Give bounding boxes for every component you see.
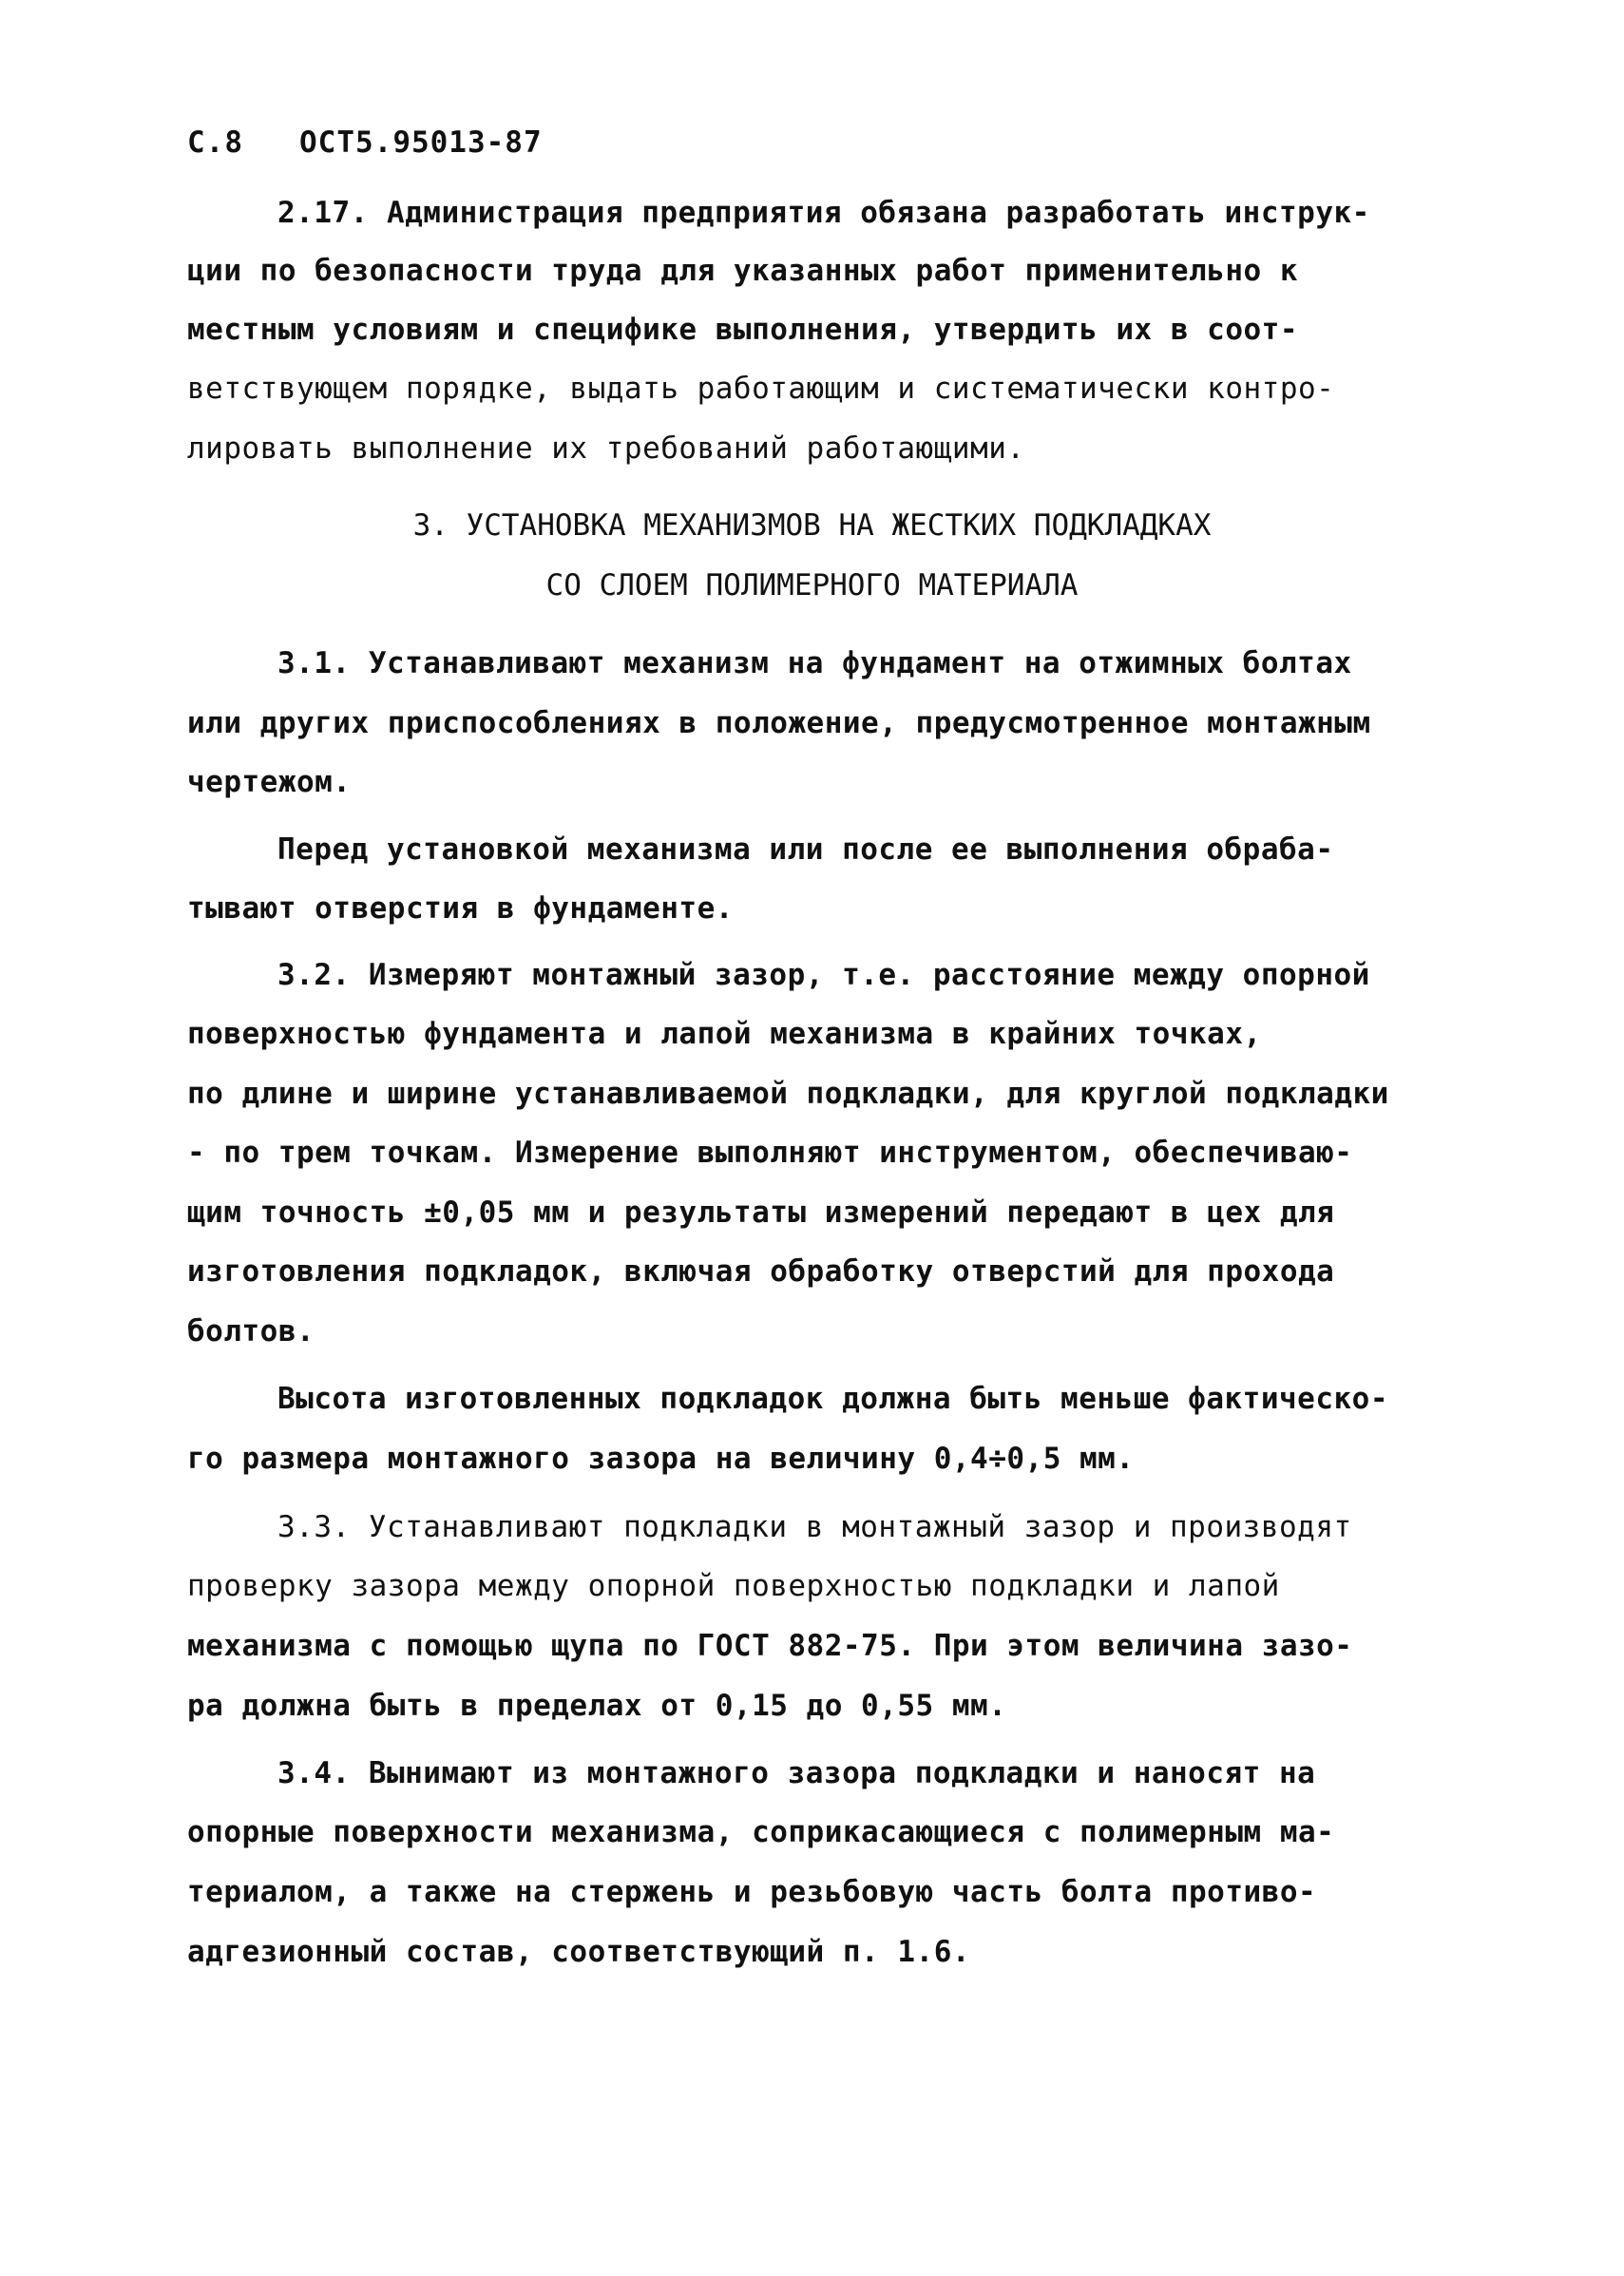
paragraph-line: 3.3. Устанавливают подкладки в монтажный зазор и производят bbox=[277, 1510, 1352, 1544]
paragraph-line: адгезионный состав, соответствующий п. 1.6. bbox=[187, 1935, 971, 1969]
document-code: ОСТ5.95013-87 bbox=[299, 125, 543, 160]
paragraph-line: ветствующем порядке, выдать работающим и систематически контро- bbox=[187, 372, 1335, 406]
page-number: С.8 bbox=[187, 125, 243, 160]
paragraph-line: териалом, а также на стержень и резьбовую часть болта противо- bbox=[187, 1875, 1317, 1909]
paragraph-line: го размера монтажного зазора на величину 0,4÷0,5 мм. bbox=[187, 1442, 1135, 1476]
paragraph-line: - по трем точкам. Измерение выполняют инструментом, обеспечиваю- bbox=[187, 1136, 1353, 1170]
paragraph-line: по длине и ширине устанавливаемой подкладки, для круглой подкладки bbox=[187, 1077, 1389, 1111]
section-heading: 3. УСТАНОВКА МЕХАНИЗМОВ НА ЖЕСТКИХ ПОДКЛАДКАХ bbox=[412, 508, 1212, 543]
paragraph-line: лировать выполнение их требований работающими. bbox=[187, 431, 1025, 466]
paragraph-line: 3.4. Вынимают из монтажного зазора подкладки и наносят на bbox=[277, 1756, 1316, 1790]
paragraph-line: чертежом. bbox=[187, 765, 352, 799]
paragraph-line: опорные поверхности механизма, соприкасающиеся с полимерным ма- bbox=[187, 1815, 1335, 1849]
paragraph-line: щим точность ±0,05 мм и результаты измерений передают в цех для bbox=[187, 1195, 1335, 1230]
paragraph-line: изготовления подкладок, включая обработку отверстий для прохода bbox=[187, 1254, 1335, 1289]
paragraph-line: 2.17. Администрация предприятия обязана разработать инструк- bbox=[277, 196, 1370, 230]
paragraph-line: механизма с помощью щупа по ГОСТ 882-75. При этом величина зазо- bbox=[187, 1629, 1353, 1663]
paragraph-line: Перед установкой механизма или после ее выполнения обраба- bbox=[277, 832, 1334, 867]
paragraph-line: местным условиям и специфике выполнения, утвердить их в соот- bbox=[187, 313, 1298, 347]
paragraph-line: болтов. bbox=[187, 1314, 315, 1348]
paragraph-line: ции по безопасности труда для указанных работ применительно к bbox=[187, 254, 1298, 288]
page-header bbox=[187, 125, 543, 160]
paragraph-line: 3.1. Устанавливают механизм на фундамент на отжимных болтах bbox=[277, 646, 1352, 680]
paragraph-line: тывают отверстия в фундаменте. bbox=[187, 891, 734, 926]
paragraph-line: проверку зазора между опорной поверхностью подкладки и лапой bbox=[187, 1569, 1280, 1603]
paragraph-line: или других приспособлениях в положение, предусмотренное монтажным bbox=[187, 706, 1371, 740]
paragraph-line: 3.2. Измеряют монтажный зазор, т.е. расстояние между опорной bbox=[277, 958, 1370, 992]
paragraph-line: поверхностью фундамента и лапой механизма в крайних точках, bbox=[187, 1017, 1262, 1051]
paragraph-line: Высота изготовленных подкладок должна быть меньше фактическо- bbox=[277, 1382, 1388, 1416]
paragraph-line: ра должна быть в пределах от 0,15 до 0,55 мм. bbox=[187, 1689, 1007, 1723]
section-heading: СО СЛОЕМ ПОЛИМЕРНОГО МАТЕРИАЛА bbox=[545, 568, 1079, 602]
